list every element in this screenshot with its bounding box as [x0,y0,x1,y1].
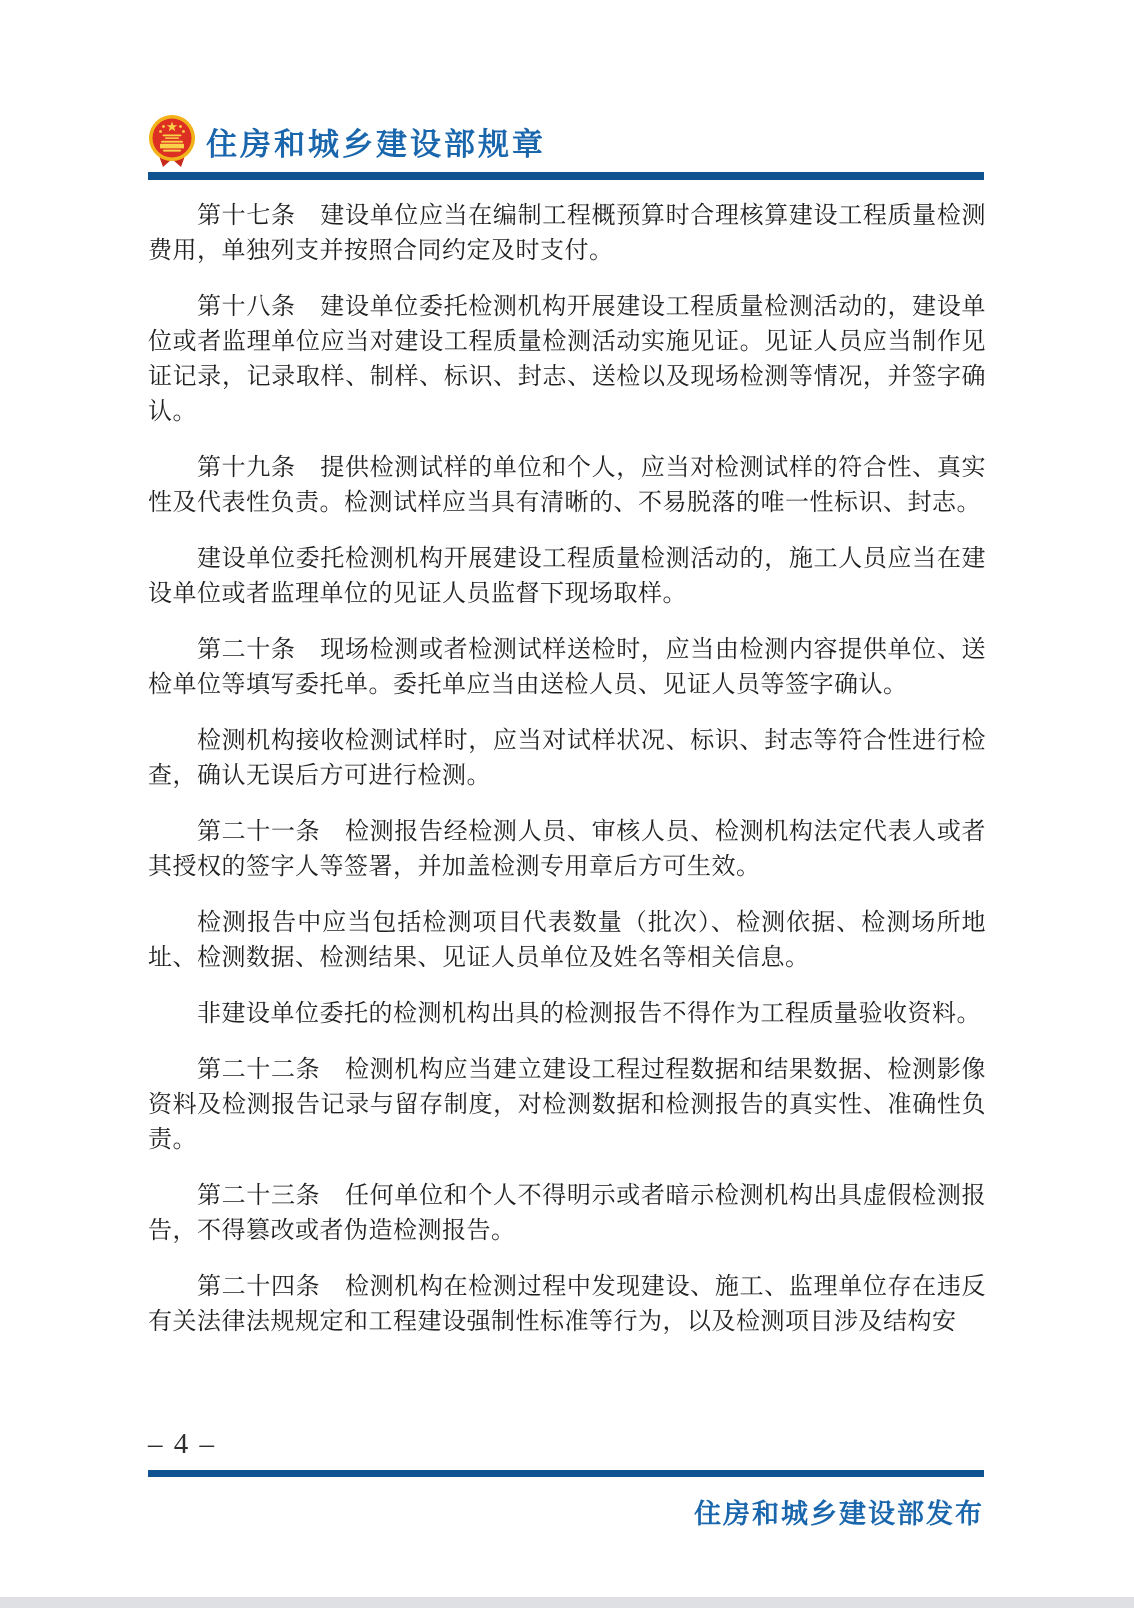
document-body [148,199,986,1361]
body-paragraph: 第十七条 建设单位应当在编制工程概预算时合理核算建设工程质量检测费用，单独列支并按照合同约定及时支付。 [148,203,986,264]
body-paragraph: 检测机构接收检测试样时，应当对试样状况、标识、封志等符合性进行检查，确认无误后方可进行检测。 [148,728,986,789]
body-paragraph: 非建设单位委托的检测机构出具的检测报告不得作为工程质量验收资料。 [197,1001,981,1027]
publisher-label: 住房和城乡建设部发布 [694,1499,984,1529]
body-paragraph: 第十八条 建设单位委托检测机构开展建设工程质量检测活动的，建设单位或者监理单位应当对建设工程质量检测活动实施见证。见证人员应当制作见证记录，记录取样、制样、标识、封志、送检以及现场检测等情况，并签字确认。 [148,294,986,425]
body-paragraph: 建设单位委托检测机构开展建设工程质量检测活动的，施工人员应当在建设单位或者监理单位的见证人员监督下现场取样。 [148,546,986,607]
header-rule [148,172,984,180]
body-paragraph: 第二十条 现场检测或者检测试样送检时，应当由检测内容提供单位、送检单位等填写委托单。委托单应当由送检人员、见证人员等签字确认。 [148,637,986,698]
body-paragraph: 第二十一条 检测报告经检测人员、审核人员、检测机构法定代表人或者其授权的签字人等签署，并加盖检测专用章后方可生效。 [148,819,986,880]
page-number: – 4 – [148,1428,216,1460]
body-paragraph: 第十九条 提供检测试样的单位和个人，应当对检测试样的符合性、真实性及代表性负责。检测试样应当具有清晰的、不易脱落的唯一性标识、封志。 [148,455,986,516]
body-paragraph: 第二十二条 检测机构应当建立建设工程过程数据和结果数据、检测影像资料及检测报告记录与留存制度，对检测数据和检测报告的真实性、准确性负责。 [148,1057,986,1153]
document-header [148,112,986,170]
viewer-bottom-edge [0,1597,1134,1608]
body-paragraph: 第二十三条 任何单位和个人不得明示或者暗示检测机构出具虚假检测报告，不得篡改或者伪造检测报告。 [148,1183,986,1244]
national-emblem-icon [148,114,196,168]
document-type-title: 住房和城乡建设部规章 [206,126,546,162]
body-paragraph: 第二十四条 检测机构在检测过程中发现建设、施工、监理单位存在违反有关法律法规规定和工程建设强制性标准等行为，以及检测项目涉及结构安 [148,1274,986,1335]
footer-rule [148,1470,984,1477]
body-paragraph: 检测报告中应当包括检测项目代表数量（批次）、检测依据、检测场所地址、检测数据、检测结果、见证人员单位及姓名等相关信息。 [148,910,986,971]
